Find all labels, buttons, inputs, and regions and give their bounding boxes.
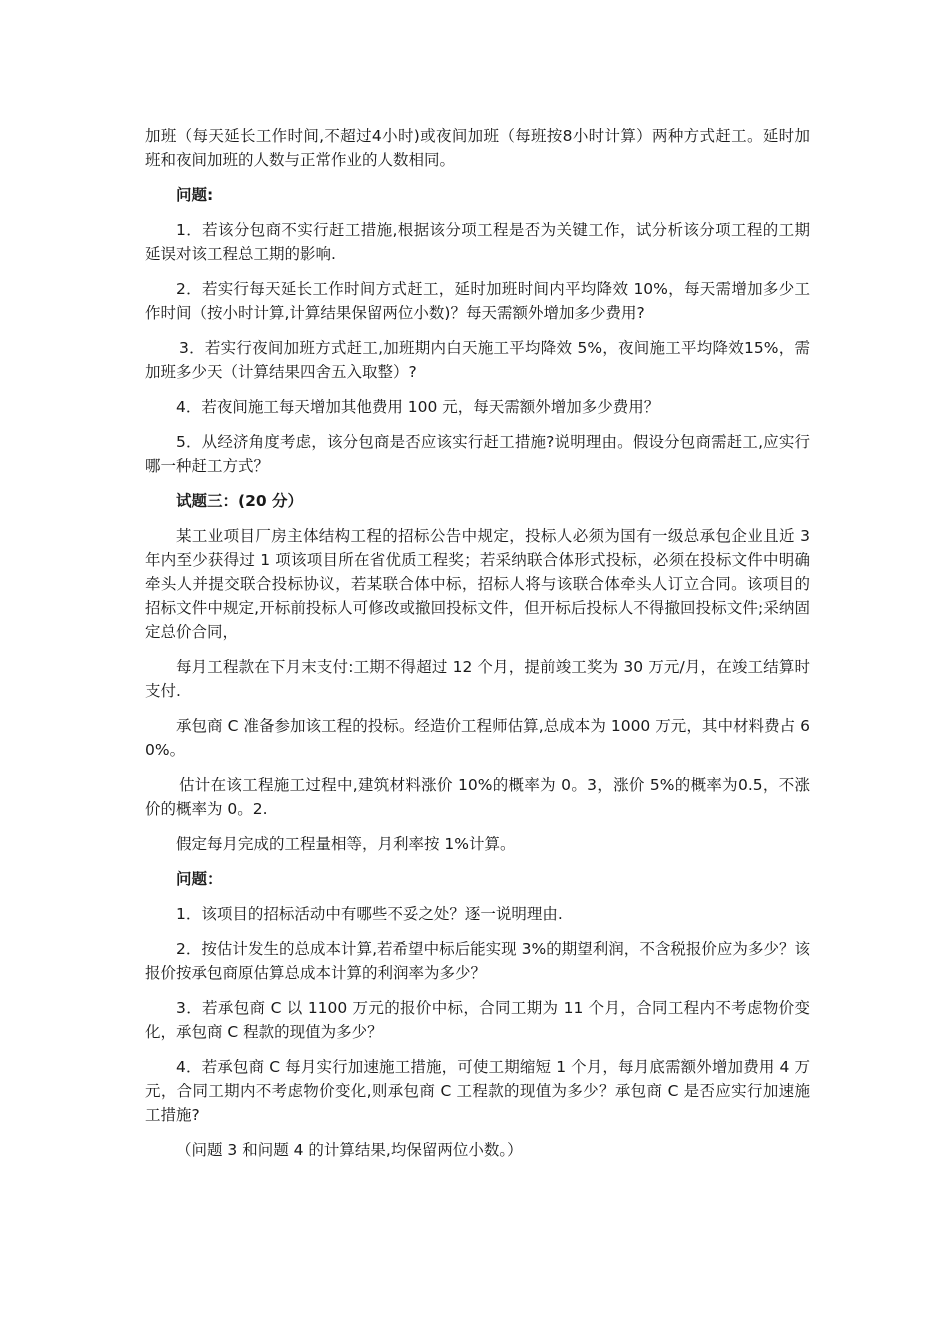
questions-heading-1: 问题: [176,186,214,204]
questions-heading-2: 问题： [176,870,223,888]
question-2-3: 3．若承包商 C 以 1100 万元的报价中标，合同工期为 11 个月，合同工程内不考虑物价变化，承包商 C 程款的现值为多少？ [145,999,810,1041]
question-1-4: 4．若夜间施工每天增加其他费用 100 元，每天需额外增加多少费用？ [176,398,660,416]
document-body [145,124,810,1173]
exam3-paragraph-1: 某工业项目厂房主体结构工程的招标公告中规定，投标人必须为国有一级总承包企业且近 3 年内至少获得过 1 项该项目所在省优质工程奖；若采纳联合体形式投标，必须在投标文件中明确牵头人并提交联合投标协议，若某联合体中标，招标人将与该联合体牵头人订立合同。该项目的招标文件中规定,开标前投标人可修改或撤回投标文件，但开标后投标人不得撤回投标文件;采纳固定总价合同， [145,527,810,641]
question-2-2: 2．按估计发生的总成本计算,若希望中标后能实现 3%的期望利润，不含税报价应为多少？该报价按承包商原估算总成本计算的利润率为多少？ [145,940,810,982]
question-1-3: 3．若实行夜间加班方式赶工,加班期内白天施工平均降效 5%，夜间施工平均降效15%，需加班多少天（计算结果四舍五入取整）? [145,339,810,381]
exam-question-3-heading: 试题三：(20 分） [176,492,304,510]
exam3-paragraph-5: 假定每月完成的工程量相等，月利率按 1%计算。 [176,835,516,853]
question-2-4: 4．若承包商 C 每月实行加速施工措施，可使工期缩短 1 个月，每月底需额外增加费用 4 万元，合同工期内不考虑物价变化,则承包商 C 工程款的现值为多少？承包商 C 是否应实行加速施工措施? [145,1058,810,1124]
exam3-paragraph-4: 估计在该工程施工过程中,建筑材料涨价 10%的概率为 0。3，涨价 5%的概率为0.5，不涨价的概率为 0。2. [145,776,810,818]
question-1-1: 1．若该分包商不实行赶工措施,根据该分项工程是否为关键工作，试分析该分项工程的工期延误对该工程总工期的影响. [145,221,810,263]
calculation-note: （问题 3 和问题 4 的计算结果,均保留两位小数。） [176,1141,523,1159]
intro-paragraph: 加班（每天延长工作时间,不超过4小时)或夜间加班（每班按8小时计算）两种方式赶工。延时加班和夜间加班的人数与正常作业的人数相同。 [145,127,810,169]
question-2-1: 1．该项目的招标活动中有哪些不妥之处？逐一说明理由. [176,905,563,923]
exam3-paragraph-2: 每月工程款在下月末支付:工期不得超过 12 个月，提前竣工奖为 30 万元/月，在竣工结算时支付. [145,658,810,700]
question-1-5: 5．从经济角度考虑，该分包商是否应该实行赶工措施?说明理由。假设分包商需赶工,应实行哪一种赶工方式？ [145,433,810,475]
exam3-paragraph-3: 承包商 C 准备参加该工程的投标。经造价工程师估算,总成本为 1000 万元，其中材料费占 60%。 [145,717,810,759]
question-1-2: 2．若实行每天延长工作时间方式赶工，延时加班时间内平均降效 10%，每天需增加多少工作时间（按小时计算,计算结果保留两位小数)？每天需额外增加多少费用? [145,280,810,322]
